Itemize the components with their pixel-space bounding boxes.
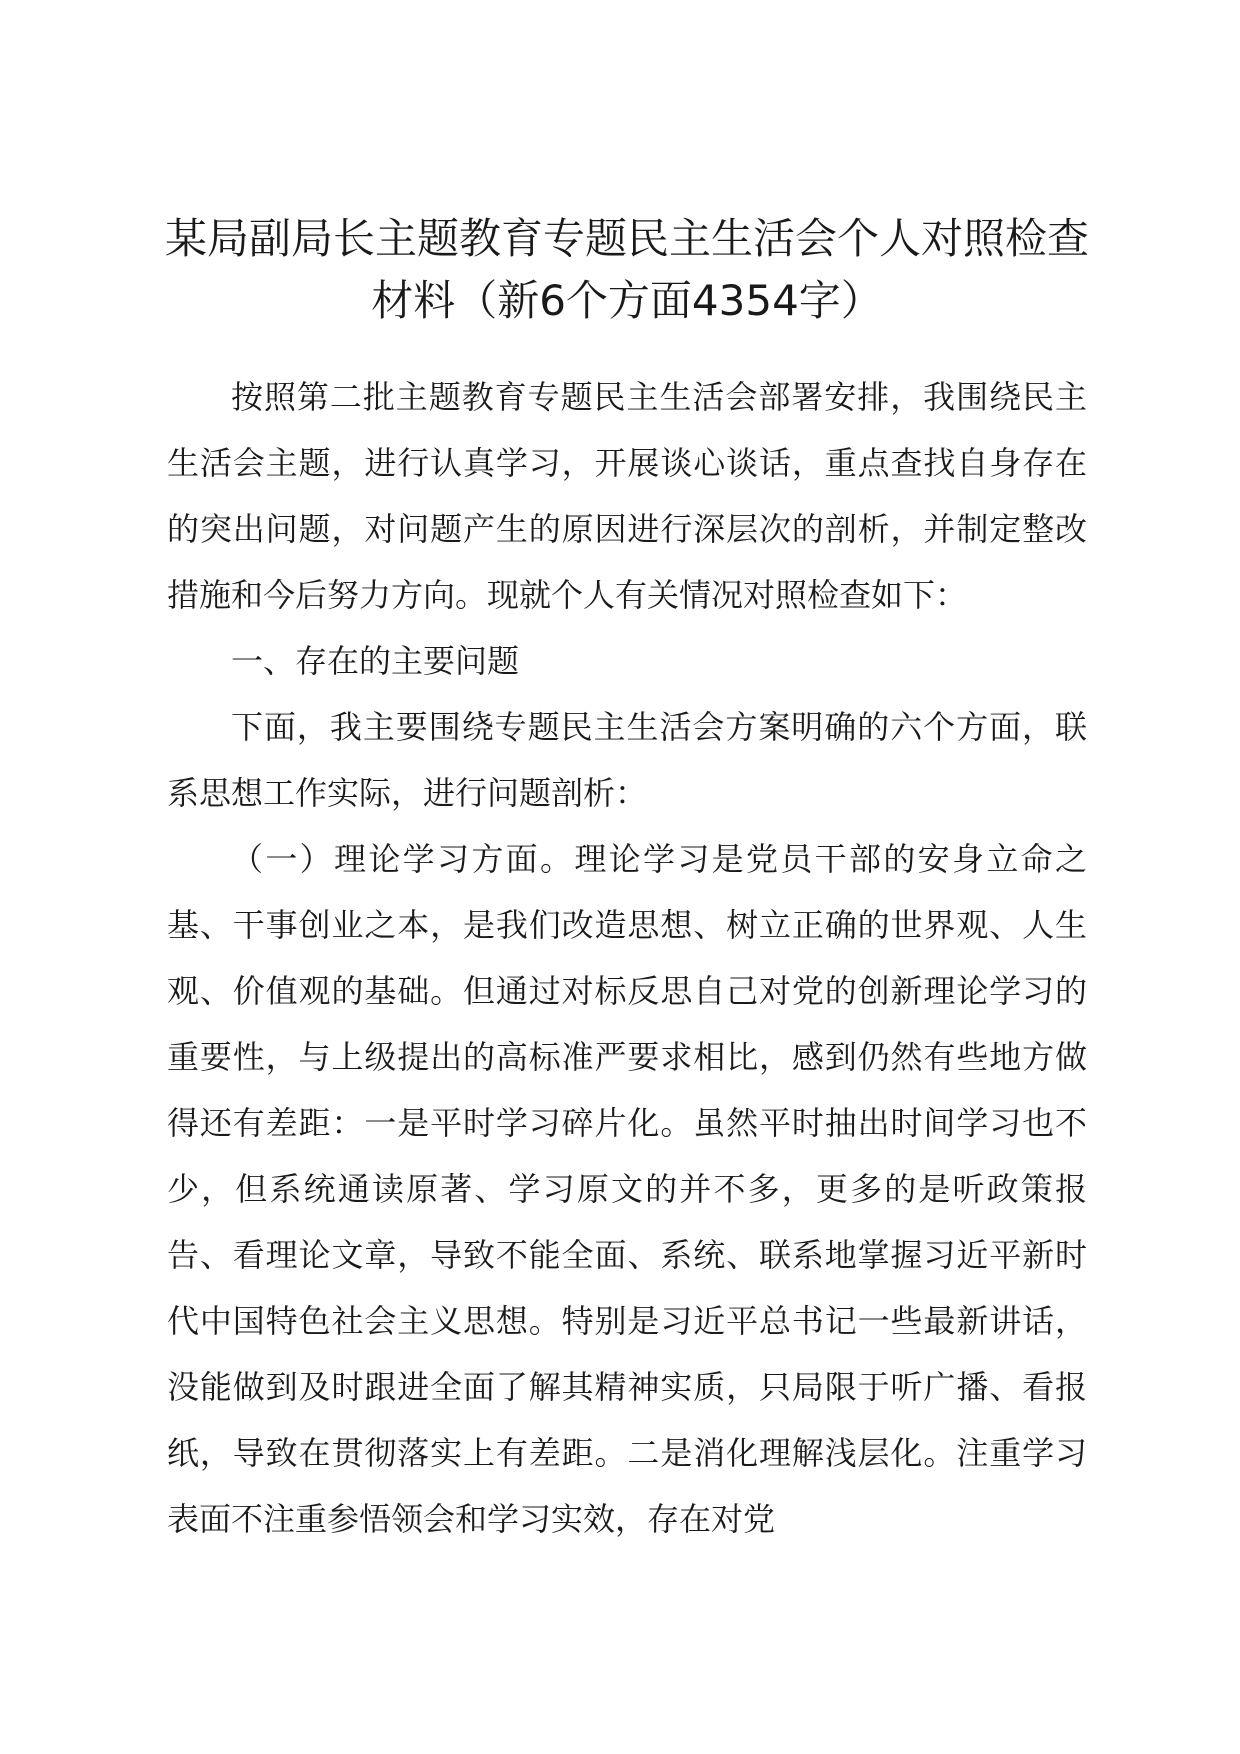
document-page (164, 0, 1089, 1754)
theory-study-paragraph: （一）理论学习方面。理论学习是党员干部的安身立命之基、干事创业之本，是我们改造思想、树立正确的世界观、人生观、价值观的基础。但通过对标反思自己对党的创新理论学习的重要性，与上级提出的高标准严要求相比，感到仍然有些地方做得还有差距：一是平时学习碎片化。虽然平时抽出时间学习也不少，但系统通读原著、学习原文的并不多，更多的是听政策报告、看理论文章，导致不能全面、系统、联系地掌握习近平新时代中国特色社会主义思想。特别是习近平总书记一些最新讲话，没能做到及时跟进全面了解其精神实质，只局限于听广播、看报纸，导致在贯彻落实上有差距。二是消化理解浅层化。注重学习表面不注重参悟领会和学习实效，存在对党 (167, 840, 1087, 1538)
document-body (167, 364, 1087, 1552)
document-title: 某局副局长主题教育专题民主生活会个人对照检查材料（新6个方面4354字） (164, 214, 1089, 325)
intro-paragraph: 按照第二批主题教育专题民主生活会部署安排，我围绕民主生活会主题，进行认真学习，开展谈心谈话，重点查找自身存在的突出问题，对问题产生的原因进行深层次的剖析，并制定整改措施和今后努力方向。现就个人有关情况对照检查如下： (167, 378, 1087, 614)
section-heading-problems: 一、存在的主要问题 (231, 642, 520, 680)
section-lead-paragraph: 下面，我主要围绕专题民主生活会方案明确的六个方面，联系思想工作实际，进行问题剖析： (167, 708, 1087, 812)
